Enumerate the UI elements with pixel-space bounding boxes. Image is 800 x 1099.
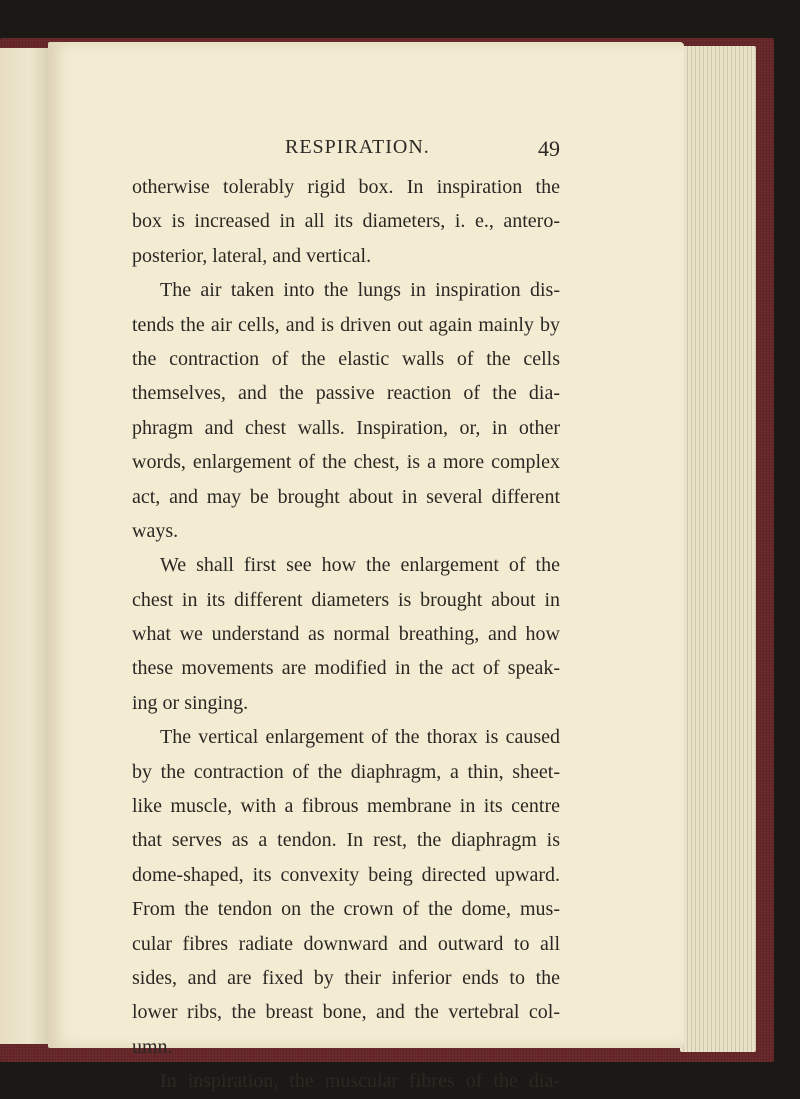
text-line: the contraction of the elastic walls of the cells [132,347,560,370]
text-line: like muscle, with a fibrous membrane in its centre [132,795,560,818]
text-line: ing or singing. [132,691,249,714]
text-line: From the tendon on the crown of the dome, mus- [132,898,560,921]
text-line: lower ribs, the breast bone, and the vertebral col- [132,1001,560,1024]
text-line: sides, and are fixed by their inferior ends to the [132,966,560,989]
text-line: themselves, and the passive reaction of the dia- [132,382,560,405]
text-line: what we understand as normal breathing, and how [132,623,560,646]
text-line: that serves as a tendon. In rest, the diaphragm is [132,829,560,852]
text-line: otherwise tolerably rigid box. In inspiration the [132,176,560,198]
text-line: posterior, lateral, and vertical. [132,244,372,267]
left-page-edge [0,48,50,1044]
text-line: In inspiration, the muscular fibres of the dia- [160,1070,560,1093]
text-line: We shall first see how the enlargement of the [160,554,560,577]
running-head [285,136,560,160]
text-line: chest in its different diameters is brought about in [132,588,560,611]
text-line: these movements are modified in the act of speak- [132,657,560,680]
body-text [132,170,560,1099]
text-line: tends the air cells, and is driven out again mainly by [132,313,560,336]
page-number: 49 [538,136,560,161]
text-line: dome-shaped, its convexity being directed upward. [132,863,560,886]
text-line: The vertical enlargement of the thorax is caused [160,726,560,749]
text-line: act, and may be brought about in several different [132,485,560,508]
text-line: cular fibres radiate downward and outward to all [132,932,560,955]
text-line: box is increased in all its diameters, i. e., antero- [132,210,560,233]
text-line: ways. [132,519,179,542]
text-line: umn. [132,1035,173,1058]
page-edges [680,46,756,1052]
text-line: phragm and chest walls. Inspiration, or, in other [132,416,560,439]
text-line: The air taken into the lungs in inspiration dis- [160,279,560,302]
text-line: by the contraction of the diaphragm, a thin, sheet- [132,760,560,783]
text-line: words, enlargement of the chest, is a more complex [132,451,560,474]
running-head-title: RESPIRATION. [285,136,430,158]
